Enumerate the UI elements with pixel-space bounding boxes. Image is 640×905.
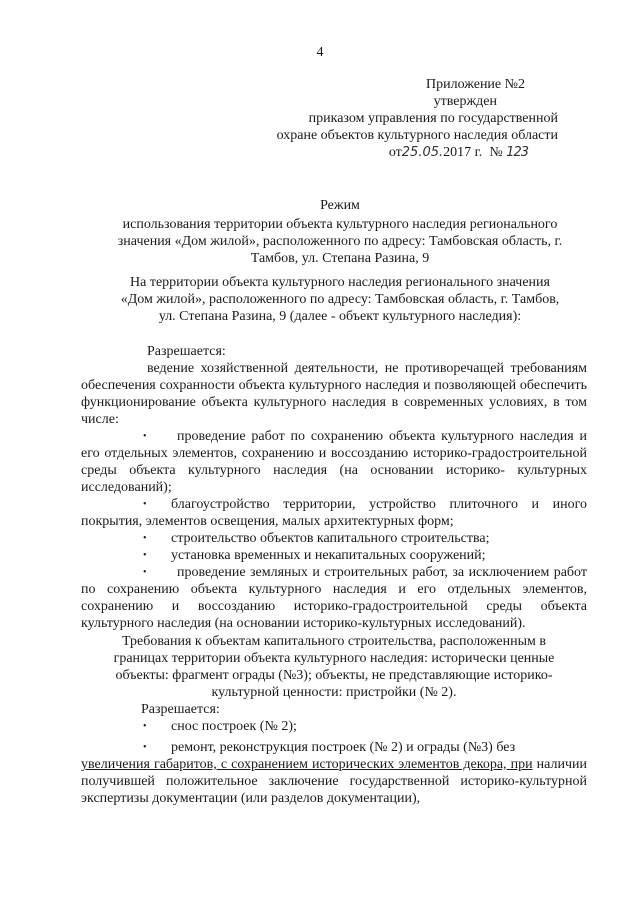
title-heading: Режим xyxy=(320,198,360,213)
appendix-authority-line: охране объектов культурного наследия области xyxy=(276,128,558,143)
list-item xyxy=(81,530,587,547)
handwritten-date: 25.05. xyxy=(401,145,444,160)
appendix-block xyxy=(138,76,558,161)
bullet-icon: • xyxy=(143,499,147,510)
requirements-line-1: Требования к объектам капитального строительства, расположенным в xyxy=(121,634,547,649)
list-item xyxy=(81,428,587,496)
appendix-approved: утвержден xyxy=(433,94,497,109)
appendix-title: Приложение №2 xyxy=(426,77,525,92)
requirements-line-3: объекты: фрагмент ограды (№3); объекты, не представляющие историко- xyxy=(115,668,553,683)
list-item-text: строительство объектов капитального строительства; xyxy=(171,531,490,546)
allowed-heading-2: Разрешается: xyxy=(141,702,220,717)
bullet-icon: • xyxy=(143,721,147,732)
number-prefix: № xyxy=(489,145,503,160)
intro-paragraph xyxy=(80,274,600,325)
list-item-text: благоустройство территории, устройство плиточного и иного покрытия, элементов освещения, малых архитектурных форм; xyxy=(81,497,587,529)
list-item xyxy=(81,564,587,632)
intro-line-2: «Дом жилой», расположенного по адресу: Тамбовская область, г. Тамбов, xyxy=(120,292,560,307)
requirements-line-2: границах территории объекта культурного наследия: исторически ценные xyxy=(113,651,555,666)
list-item xyxy=(81,739,587,756)
bullet-icon: • xyxy=(143,550,147,561)
title-line-1: использования территории объекта культурного наследия регионального xyxy=(122,217,558,232)
list-item-text: ремонт, реконструкция построек (№ 2) и ограды (№3) без xyxy=(171,740,516,755)
intro-line-1: На территории объекта культурного наследия регионального значения xyxy=(130,275,550,290)
requirements-paragraph xyxy=(81,633,587,701)
last-paragraph xyxy=(81,756,587,807)
paragraph-economic-activity: ведение хозяйственной деятельности, не противоречащей требованиям обеспечения сохранности объекта культурного наследия и позволяющей обеспечить функционирование объекта культурного наследия в современных условиях, в том числе: xyxy=(81,361,587,427)
date-suffix: 2017 г. xyxy=(443,145,483,160)
bullet-icon: • xyxy=(143,742,147,753)
list-item-text: снос построек (№ 2); xyxy=(171,719,297,734)
underlined-text: увеличения габаритов, с сохранением исторических элементов декора, при xyxy=(81,757,533,772)
page-number: 4 xyxy=(316,45,324,60)
document-title xyxy=(80,197,600,267)
title-line-3: Тамбов, ул. Степана Разина, 9 xyxy=(250,251,430,266)
bullet-icon: • xyxy=(143,533,147,544)
list-item-text: установка временных и некапитальных сооружений; xyxy=(171,548,486,563)
handwritten-number: 123 xyxy=(506,145,528,160)
last-paragraph-rest: наличии получившей положительное заключение государственной историко-культурной экспертизы документации (или разделов документации), xyxy=(81,757,587,806)
list-item-text: проведение земляных и строительных работ, за исключением работ по сохранению объекта культурного наследия и его отдельных элементов, сохранению и воссозданию историко-градостроительной среды объекта культурного наследия (на основании историко-культурных исследований). xyxy=(81,565,587,631)
appendix-date-line xyxy=(138,144,558,161)
bullet-icon: • xyxy=(143,567,147,578)
list-item xyxy=(81,718,587,735)
requirements-line-4: культурной ценности: пристройки (№ 2). xyxy=(211,685,457,700)
appendix-order-line: приказом управления по государственной xyxy=(308,111,558,126)
allowed-heading: Разрешается: xyxy=(147,344,226,359)
intro-line-3: ул. Степана Разина, 9 (далее - объект культурного наследия): xyxy=(158,309,522,324)
list-item-text: проведение работ по сохранению объекта культурного наследия и его отдельных элементов, сохранению и воссозданию историко-градостроительной среды объекта культурного наследия (на основании историко- культурных исследований); xyxy=(81,429,587,495)
list-item xyxy=(81,547,587,564)
list-item xyxy=(81,496,587,530)
title-line-2: значения «Дом жилой», расположенного по адресу: Тамбовская область, г. xyxy=(117,234,563,249)
date-prefix: от xyxy=(388,145,402,160)
document-body xyxy=(81,343,587,807)
bullet-icon: • xyxy=(143,431,147,442)
